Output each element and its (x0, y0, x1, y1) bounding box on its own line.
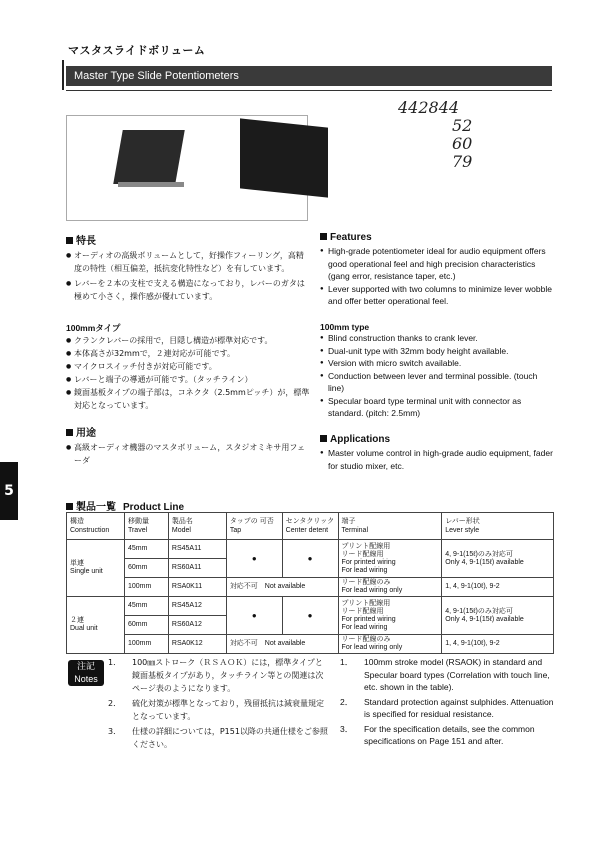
type100-jp-item: ● マイクロスイッチ付きが対応可能です。 (66, 360, 310, 373)
section-tab: 5 (0, 462, 18, 520)
product-line-table (66, 512, 554, 654)
page-title-jp: マスタスライドボリューム (68, 44, 206, 57)
table-row (67, 635, 554, 654)
type100-en-item: ● Version with micro switch available. (320, 357, 554, 370)
cell-terminal: リード配線のみ For lead wiring only (338, 578, 442, 597)
cell-not-available: 対応不可 Not available (226, 578, 338, 597)
cell-model: RS45A12 (168, 597, 226, 616)
features-jp-heading: 特長 (66, 232, 306, 247)
col-header-model: 製品名 Model (168, 513, 226, 540)
features-en-section (320, 232, 554, 308)
product-photo-single-unit (113, 130, 185, 184)
cell-lever-style: 1, 4, 9-1(10ℓ), 9-2 (442, 635, 554, 654)
table-header-row (67, 513, 554, 540)
cell-center-detent: ● (282, 540, 338, 578)
type100-en-item: ● Conduction between lever and terminal possible. (touch line) (320, 370, 554, 395)
note-en-item: 3． For the specification details, see the common specifications on Page 151 and after. (340, 723, 535, 746)
notes-jp (108, 656, 330, 753)
type100-en-item: ● Specular board type terminal unit with connector as standard. (pitch: 2.5mm) (320, 395, 554, 420)
applications-jp-item: ● 高級オーディオ機器のマスタボリューム，スタジオミキサ用フェーダ (66, 441, 306, 467)
handwritten-note-3: 60 (452, 134, 473, 153)
cell-not-available: 対応不可 Not available (226, 635, 338, 654)
cell-model: RS45A11 (168, 540, 226, 559)
col-header-terminal: 端子 Terminal (338, 513, 442, 540)
cell-travel: 45mm (124, 597, 168, 616)
cell-lever-style: 4, 9-1(15ℓ)のみ対応可 Only 4, 9-1(15ℓ) available (442, 540, 554, 578)
product-photo-dual-unit (240, 118, 328, 197)
cell-travel: 60mm (124, 559, 168, 578)
cell-lever-style: 4, 9-1(15ℓ)のみ対応可 Only 4, 9-1(15ℓ) available (442, 597, 554, 635)
col-header-lever-style: レバー形状 Lever style (442, 513, 554, 540)
type100-en-section (320, 322, 554, 420)
note-en-item: 2． Standard protection against sulphides. Attenuation is specified for residual resistance. (340, 696, 554, 719)
applications-en-item: ● Master volume control in high-grade audio equipment, fader for studio mixer, etc. (320, 447, 554, 472)
type100-jp-item: ● レバーと端子の導通が可能です。（タッチライン） (66, 373, 310, 386)
cell-construction: 単連 Single unit (67, 540, 125, 597)
cell-model: RS60A11 (168, 559, 226, 578)
header-rule-left (62, 60, 64, 90)
col-header-center-detent: センタクリック Center detent (282, 513, 338, 540)
applications-en-section (320, 434, 554, 472)
product-line-heading: 製品一覧 Product Line (66, 498, 184, 513)
features-en-item: ● Lever supported with two columns to minimize lever wobble and offer better operational feel. (320, 283, 554, 308)
table-row (67, 597, 554, 616)
type100-en-item: ● Blind construction thanks to crank lever. (320, 332, 554, 345)
col-header-travel: 移動量 Travel (124, 513, 168, 540)
handwritten-note-2: 52 (452, 116, 473, 135)
cell-terminal: プリント配線用 リード配線用 For printed wiring For lead wiring (338, 540, 442, 578)
cell-terminal: リード配線のみ For lead wiring only (338, 635, 442, 654)
features-en-heading: Features (320, 232, 554, 243)
type100-jp-item: ● 本体高さが32mmで，２連対応が可能です。 (66, 347, 310, 360)
page-title-banner: Master Type Slide Potentiometers (66, 66, 552, 86)
table-row (67, 578, 554, 597)
cell-terminal: プリント配線用 リード配線用 For printed wiring For lead wiring (338, 597, 442, 635)
table-row (67, 540, 554, 559)
cell-model: RS60A12 (168, 616, 226, 635)
notes-en (340, 656, 554, 750)
type100-en-item: ● Dual-unit type with 32mm body height available. (320, 345, 554, 358)
type100-en-heading: 100mm type (320, 322, 370, 332)
notes-label: 注記 Notes (68, 660, 104, 686)
cell-construction: ２連 Dual unit (67, 597, 125, 654)
note-jp-item: 1． 100㎜ストローク（ＲＳＡＯＫ）には，標準タイプと鏡面基板タイプがあり，タッチライン等との関連は次ページ表のようになります。 (108, 658, 324, 693)
note-jp-item: 3． 仕様の詳細については，P151以降の共通仕様をご参照ください。 (108, 727, 328, 749)
cell-tap: ● (226, 540, 282, 578)
applications-jp-heading: 用途 (66, 424, 306, 439)
col-header-construction: 構造 Construction (67, 513, 125, 540)
cell-center-detent: ● (282, 597, 338, 635)
cell-travel: 45mm (124, 540, 168, 559)
type100-jp-item: ● クランクレバーの採用で，目隠し構造が標準対応です。 (66, 334, 310, 347)
note-jp-item: 2． 硫化対策が標準となっており，残留抵抗は減衰量規定となっています。 (108, 699, 324, 721)
cell-model: RSA0K11 (168, 578, 226, 597)
cell-tap: ● (226, 597, 282, 635)
handwritten-note-4: 79 (452, 152, 473, 171)
cell-travel: 100mm (124, 635, 168, 654)
cell-travel: 60mm (124, 616, 168, 635)
product-photo-single-terminals (118, 182, 184, 187)
features-jp-section (66, 232, 306, 303)
header-rule-bottom (66, 90, 552, 91)
cell-model: RSA0K12 (168, 635, 226, 654)
type100-jp-section (66, 322, 310, 412)
col-header-tap: タップの 可否 Tap (226, 513, 282, 540)
type100-jp-item: ● 鏡面基板タイプの端子部は，コネクタ（2.5mmピッチ）が，標準対応となっています。 (66, 386, 310, 412)
applications-jp-section (66, 424, 306, 467)
note-en-item: 1． 100mm stroke model (RSAOK) in standard and Specular board types (Correlation with touch line, etc. shown in the table). (340, 657, 550, 692)
cell-lever-style: 1, 4, 9-1(10ℓ), 9-2 (442, 578, 554, 597)
features-jp-item: ● レバーを２本の支柱で支える構造になっており，レバーのガタは極めて小さく，操作感が優れています。 (66, 277, 306, 303)
features-jp-item: ● オーディオの高級ボリュームとして，好操作フィーリング，高精度の特性（相互偏差，抵抗変化特性など）を有しています。 (66, 249, 306, 275)
applications-en-heading: Applications (320, 434, 554, 445)
cell-travel: 100mm (124, 578, 168, 597)
handwritten-note-1: 442844 (398, 98, 460, 117)
features-en-item: ● High-grade potentiometer ideal for audio equipment offers good operational feel and high precision characteristics (gang error, resistance taper, etc.) (320, 245, 554, 283)
type100-jp-heading: 100mmタイプ (66, 323, 121, 333)
